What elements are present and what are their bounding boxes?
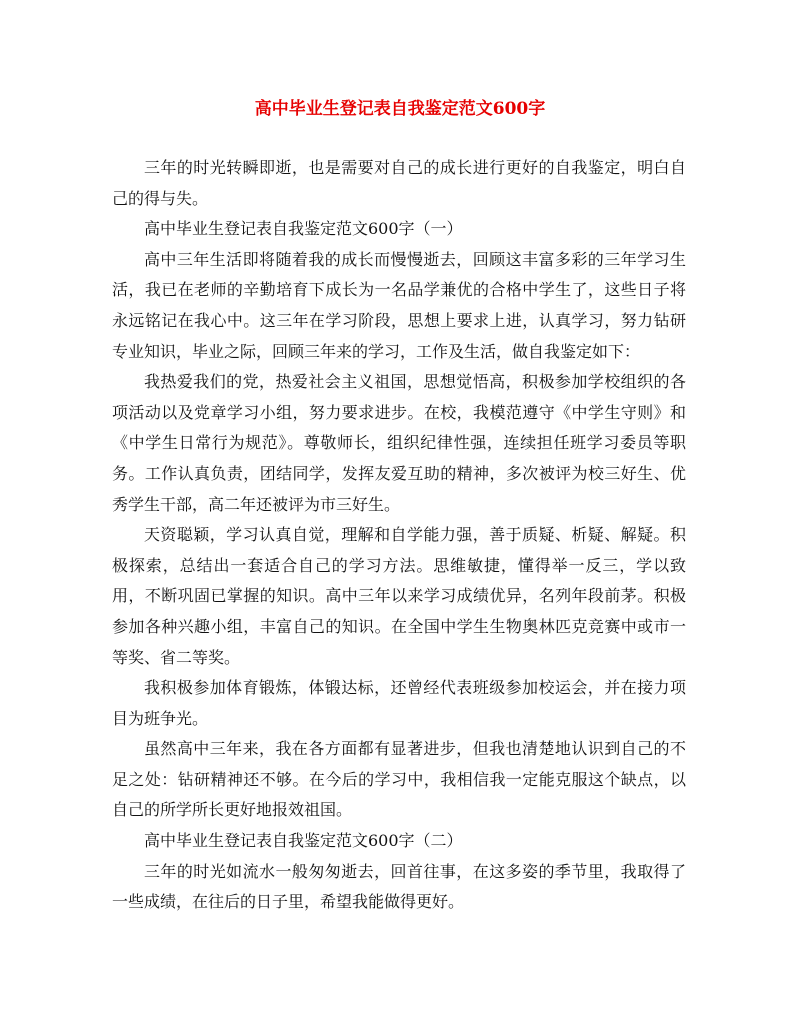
paragraph-intro: 三年的时光转瞬即逝，也是需要对自己的成长进行更好的自我鉴定，明白自己的得与失。 bbox=[112, 158, 686, 208]
paragraph-overview: 高中三年生活即将随着我的成长而慢慢逝去，回顾这丰富多彩的三年学习生活，我已在老师的辛勤培育下成长为一名品学兼优的合格中学生了，这些日子将永远铭记在我心中。这三年在学习阶段，思想上要求上进，认真学习，努力钻研专业知识，毕业之际，回顾三年来的学习，工作及生活，做自我鉴定如下： bbox=[112, 249, 686, 361]
paragraph-study: 天资聪颖，学习认真自觉，理解和自学能力强，善于质疑、析疑、解疑。积极探索，总结出一套适合自己的学习方法。思维敏捷，懂得举一反三，学以致用，不断巩固已掌握的知识。高中三年以来学习成绩优异，名列年段前茅。积极参加各种兴趣小组，丰富自己的知识。在全国中学生生物奥林匹克竞赛中或市一等奖、省二等奖。 bbox=[112, 525, 686, 667]
paragraph-shortcomings: 虽然高中三年来，我在各方面都有显著进步，但我也清楚地认识到自己的不足之处：钻研精神还不够。在今后的学习中，我相信我一定能克服这个缺点，以自己的所学所长更好地报效祖国。 bbox=[112, 739, 686, 820]
paragraph-ideology: 我热爱我们的党，热爱社会主义祖国，思想觉悟高，积极参加学校组织的各项活动以及党章学习小组，努力要求进步。在校，我模范遵守《中学生守则》和《中学生日常行为规范》。尊敬师长，组织纪律性强，连续担任班学习委员等职务。工作认真负责，团结同学，发挥友爱互助的精神，多次被评为校三好生、优秀学生干部，高二年还被评为市三好生。 bbox=[112, 372, 686, 514]
paragraph-second-intro: 三年的时光如流水一般匆匆逝去，回首往事，在这多姿的季节里，我取得了一些成绩，在往后的日子里，希望我能做得更好。 bbox=[112, 861, 686, 912]
section-heading-two: 高中毕业生登记表自我鉴定范文600字（二） bbox=[144, 831, 463, 851]
document-body bbox=[112, 153, 686, 918]
section-heading-one: 高中毕业生登记表自我鉴定范文600字（一） bbox=[144, 219, 463, 239]
paragraph-sports: 我积极参加体育锻炼，体锻达标，还曾经代表班级参加校运会，并在接力项目为班争光。 bbox=[112, 678, 686, 728]
document-title: 高中毕业生登记表自我鉴定范文600字 bbox=[254, 99, 546, 119]
